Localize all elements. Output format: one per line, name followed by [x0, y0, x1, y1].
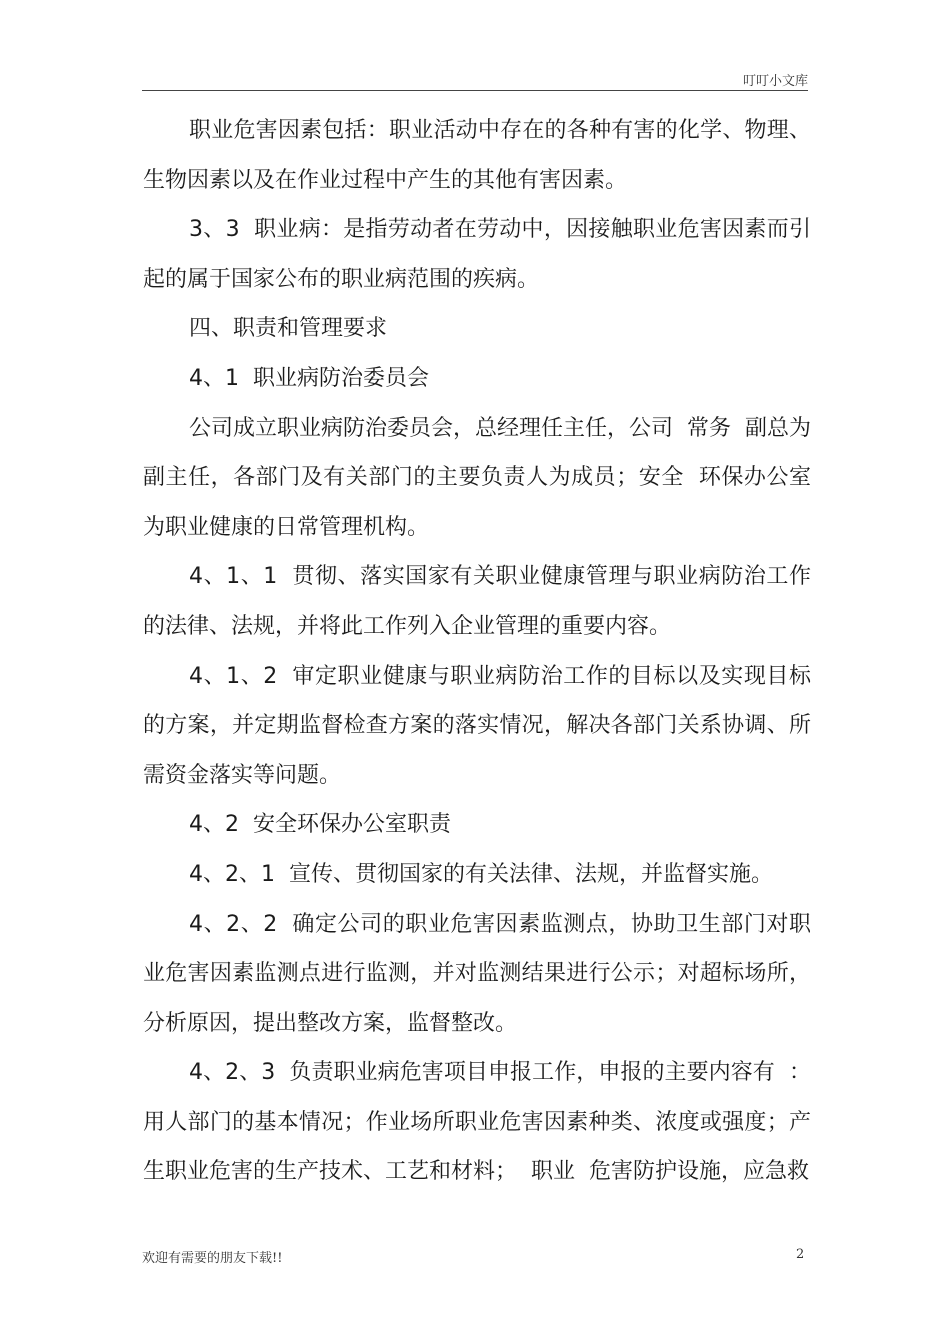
paragraph: 职业危害因素包括：职业活动中存在的各种有害的化学、物理、生物因素以及在作业过程中产生的其他有害因素。 [143, 118, 811, 193]
section-heading: 四、职责和管理要求 [189, 316, 388, 342]
paragraph: 4、2、2 确定公司的职业危害因素监测点，协助卫生部门对职业危害因素监测点进行监测，并对监测结果进行公示；对超标场所，分析原因，提出整改方案，监督整改。 [143, 911, 811, 1036]
subsection-heading: 4、2 安全环保办公室职责 [189, 812, 451, 838]
paragraph: 4、1、1 贯彻、落实国家有关职业健康管理与职业病防治工作的法律、法规，并将此工作列入企业管理的重要内容。 [143, 564, 811, 639]
paragraph: 4、2、3 负责职业病危害项目申报工作，申报的主要内容有 ：用人部门的基本情况；作业场所职业危害因素种类、浓度或强度；产生职业危害的生产技术、工艺和材料； 职业 危害防护设施，应急救 [143, 1060, 811, 1185]
subsection-heading: 4、1 职业病防治委员会 [189, 365, 429, 391]
paragraph: 4、2、1 宣传、贯彻国家的有关法律、法规，并监督实施。 [189, 861, 773, 887]
header-site-name: 叮叮小文库 [742, 74, 808, 89]
page-header [142, 64, 808, 91]
paragraph: 公司成立职业病防治委员会，总经理任主任，公司 常务 副总为副主任，各部门及有关部门的主要负责人为成员；安全 环保办公室为职业健康的日常管理机构。 [143, 415, 811, 540]
page-number: 2 [796, 1247, 805, 1262]
document-body [143, 106, 811, 1197]
paragraph: 4、1、2 审定职业健康与职业病防治工作的目标以及实现目标的方案，并定期监督检查方案的落实情况，解决各部门关系协调、所需资金落实等问题。 [143, 663, 811, 788]
paragraph: 3、3 职业病：是指劳动者在劳动中，因接触职业危害因素而引起的属于国家公布的职业病范围的疾病。 [143, 217, 811, 292]
footer-note: 欢迎有需要的朋友下载!! [142, 1251, 283, 1266]
